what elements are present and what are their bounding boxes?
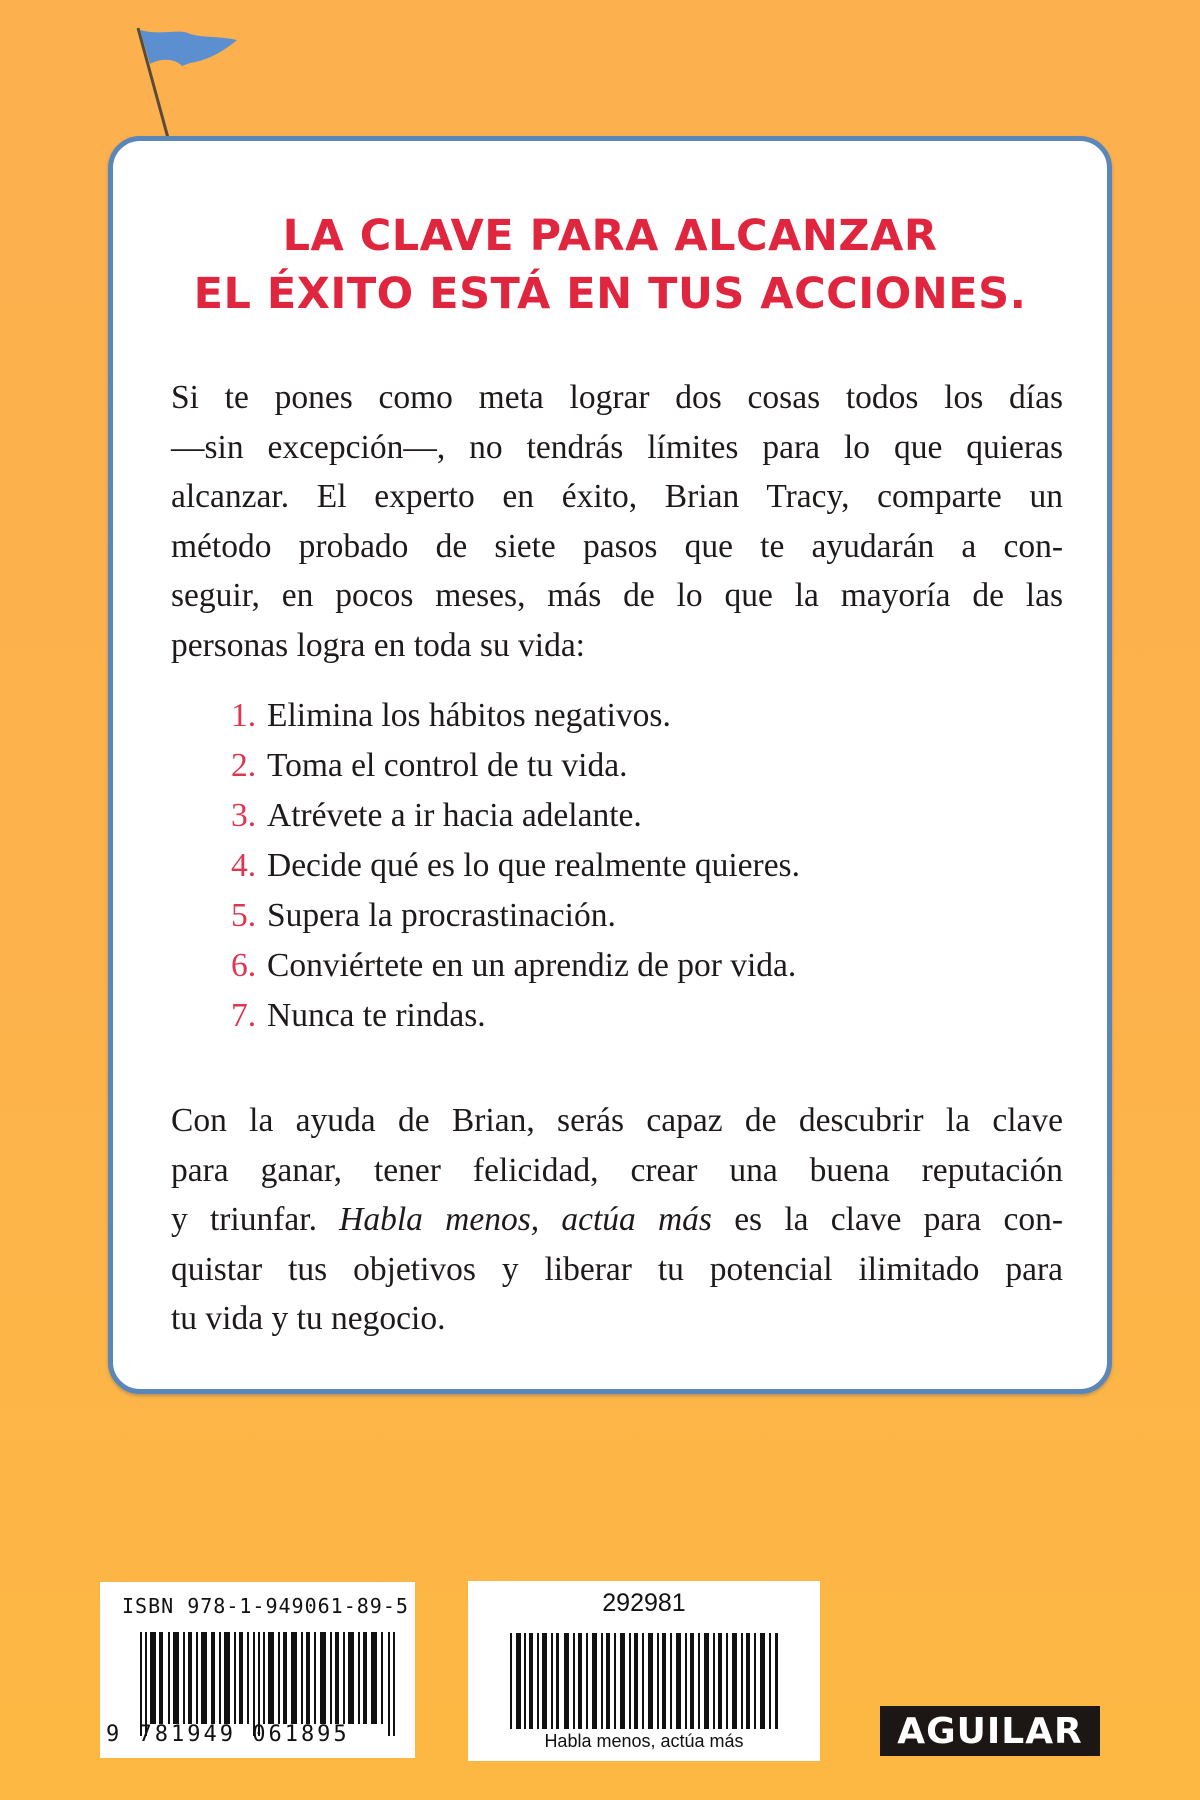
list-item	[231, 941, 800, 991]
outro-line: tu vida y tu negocio.	[171, 1300, 446, 1337]
steps-list	[231, 691, 800, 1041]
sku-barcode-icon	[510, 1633, 780, 1729]
intro-line: —sin excepción—, no tendrás límites para lo que quieras	[171, 428, 1063, 466]
list-item	[231, 991, 800, 1041]
step-text: Toma el control de tu vida.	[267, 747, 628, 784]
isbn-digits: 9 781949 061895	[106, 1722, 350, 1747]
step-number: 5.	[231, 897, 257, 934]
list-item	[231, 841, 800, 891]
isbn-barcode-icon	[140, 1632, 398, 1736]
step-text: Atrévete a ir hacia adelante.	[267, 797, 642, 834]
step-text: Conviértete en un aprendiz de por vida.	[267, 947, 797, 984]
intro-paragraph	[171, 373, 1063, 670]
outro-paragraph	[171, 1096, 1063, 1344]
step-number: 7.	[231, 997, 257, 1034]
step-text: Supera la procrastinación.	[267, 897, 616, 934]
flag-icon	[130, 18, 260, 138]
sku-barcode-label	[468, 1581, 820, 1761]
headline-line-1: LA CLAVE PARA ALCANZAR	[282, 211, 938, 261]
intro-line: método probado de siete pasos que te ayudarán a con-	[171, 527, 1063, 565]
intro-line: Si te pones como meta lograr dos cosas todos los días	[171, 379, 1063, 416]
outro-line	[171, 1195, 1063, 1245]
headline-line-2: EL ÉXITO ESTÁ EN TUS ACCIONES.	[193, 269, 1027, 319]
isbn-number: ISBN 978-1-949061-89-5	[122, 1594, 409, 1618]
list-item	[231, 741, 800, 791]
outro-line: para ganar, tener felicidad, crear una buena reputación	[171, 1151, 1063, 1189]
step-number: 6.	[231, 947, 257, 984]
step-number: 2.	[231, 747, 257, 784]
list-item	[231, 691, 800, 741]
step-text: Elimina los hábitos negativos.	[267, 697, 671, 734]
list-item	[231, 891, 800, 941]
outro-text: y triunfar.	[171, 1201, 340, 1238]
outro-line: quistar tus objetivos y liberar tu potencial ilimitado para	[171, 1250, 1063, 1288]
step-number: 4.	[231, 847, 257, 884]
intro-line: personas logra en toda su vida:	[171, 626, 585, 664]
list-item	[231, 791, 800, 841]
step-number: 3.	[231, 797, 257, 834]
step-text: Nunca te rindas.	[267, 997, 486, 1034]
intro-line: alcanzar. El experto en éxito, Brian Tracy, comparte un	[171, 478, 1063, 515]
sku-book-title: Habla menos, actúa más	[544, 1731, 744, 1751]
step-text: Decide qué es lo que realmente quieres.	[267, 847, 800, 884]
step-number: 1.	[231, 697, 257, 734]
outro-text: es la clave para con-	[711, 1201, 1063, 1238]
headline	[113, 207, 1107, 323]
sku-number: 292981	[602, 1589, 686, 1617]
description-card	[108, 136, 1112, 1394]
isbn-barcode-label	[100, 1582, 415, 1758]
outro-line: Con la ayuda de Brian, serás capaz de descubrir la clave	[171, 1102, 1063, 1139]
publisher-logo: AGUILAR	[880, 1706, 1100, 1756]
intro-line: seguir, en pocos meses, más de lo que la mayoría de las	[171, 577, 1063, 614]
book-title-italic: Habla menos, actúa más	[339, 1201, 712, 1238]
